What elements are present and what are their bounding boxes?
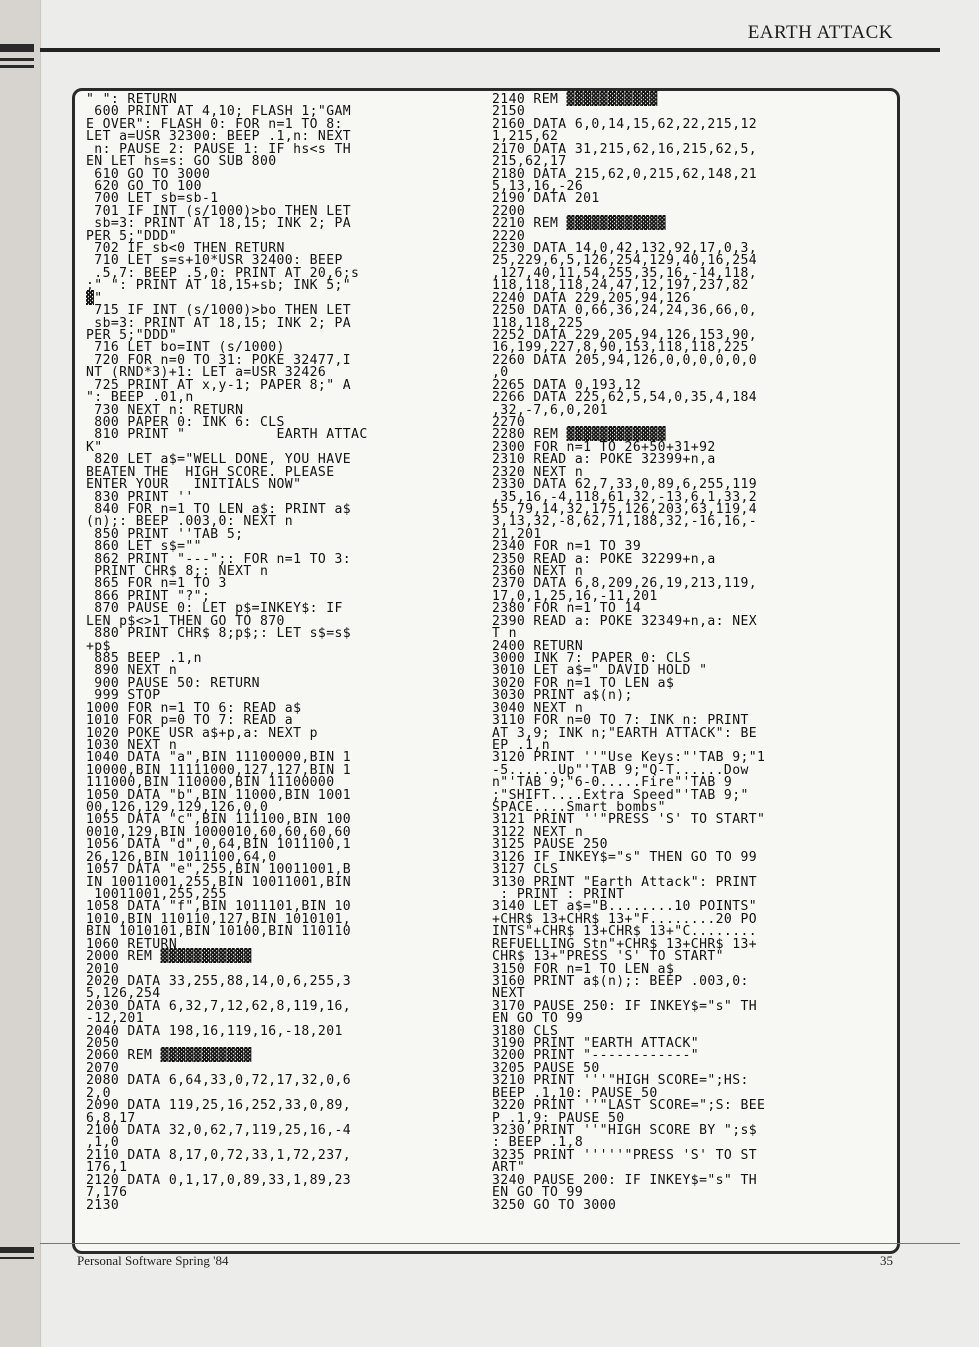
code-line: ▓": [86, 290, 103, 306]
code-line: 2030 DATA 6,32,7,12,62,8,119,16,: [86, 998, 352, 1014]
code-line: 2350 READ a: POKE 32299+n,a: [492, 551, 716, 567]
code-line: 2210 REM ▓▓▓▓▓▓▓▓▓▓▓▓: [492, 216, 666, 232]
code-line: 2020 DATA 33,255,88,14,0,6,255,3: [86, 973, 352, 989]
code-line: ART": [492, 1160, 526, 1176]
code-line: 3040 NEXT n: [492, 700, 584, 716]
code-line: 1057 DATA "e",255,BIN 10011001,B: [86, 862, 352, 878]
page-number: 35: [880, 1253, 893, 1268]
code-line: : BEEP .1,8: [492, 1135, 584, 1151]
code-line: 1,215,62: [492, 129, 559, 145]
code-line: 3170 PAUSE 250: IF INKEY$="s" TH: [492, 998, 758, 1014]
code-line: 865 FOR n=1 TO 3: [86, 576, 227, 592]
code-line: EP .1,n: [492, 737, 550, 753]
code-line: 840 FOR n=1 TO LEN a$: PRINT a$: [86, 501, 352, 517]
code-line: 2360 NEXT n: [492, 564, 584, 580]
code-line: 3122 NEXT n: [492, 824, 584, 840]
code-line: 0010,129,BIN 1000010,60,60,60,60: [86, 824, 352, 840]
code-line: 2010: [86, 961, 120, 977]
page-binding: [0, 0, 41, 1347]
code-line: 3150 FOR n=1 TO LEN a$: [492, 961, 675, 977]
code-line: AT 3,9; INK n;"EARTH ATTACK": BE: [492, 725, 758, 741]
code-line: 2100 DATA 32,0,62,7,119,25,16,-4: [86, 1123, 352, 1139]
code-line: 715 IF INT (s/1000)>bo THEN LET: [86, 303, 352, 319]
code-line: PER 5;"DDD": [86, 328, 178, 344]
code-line: 3190 PRINT "EARTH ATTACK": [492, 1036, 700, 1052]
code-line: 2140 REM ▓▓▓▓▓▓▓▓▓▓▓: [492, 92, 658, 107]
code-line: 600 PRINT AT 4,10; FLASH 1;"GAM: [86, 104, 352, 120]
code-line: 701 IF INT (s/1000)>bo THEN LET: [86, 203, 352, 219]
code-line: 2190 DATA 201: [492, 191, 600, 207]
code-line: sb=3: PRINT AT 18,15; INK 2; PA: [86, 315, 352, 331]
code-line: BEATEN THE HIGH SCORE. PLEASE: [86, 464, 335, 480]
code-line: LEN p$<>1 THEN GO TO 870: [86, 613, 285, 629]
code-line: BIN 1010101,BIN 10100,BIN 110110: [86, 924, 352, 940]
code-line: 870 PAUSE 0: LET p$=INKEY$: IF: [86, 601, 343, 617]
code-line: +p$: [86, 638, 111, 654]
code-line: .5,7: BEEP .5,0: PRINT AT 20,6;s: [86, 265, 360, 281]
code-line: 3140 LET a$="B........10 POINTS": [492, 899, 758, 915]
code-line: 2040 DATA 198,16,119,16,-18,201: [86, 1023, 343, 1039]
code-line: 866 PRINT "?";: [86, 588, 211, 604]
code-line: 2340 FOR n=1 TO 39: [492, 539, 642, 555]
code-line: IN 10011001,255,BIN 10011001,BIN: [86, 874, 352, 890]
code-line: 2265 DATA 0,193,12: [492, 377, 642, 393]
code-line: 3030 PRINT a$(n);: [492, 688, 633, 704]
code-line: ,35,16,-4,118,61,32,-13,6,1,33,2: [492, 489, 758, 505]
code-line: 3240 PAUSE 200: IF INKEY$="s" TH: [492, 1172, 758, 1188]
code-line: 2266 DATA 225,62,5,54,0,35,4,184: [492, 390, 758, 406]
listing-left-column: [86, 94, 368, 1212]
code-line: K": [86, 439, 103, 455]
code-line: 1030 NEXT n: [86, 737, 178, 753]
code-line: 850 PRINT ''TAB 5;: [86, 526, 244, 542]
code-line: 3110 FOR n=0 TO 7: INK n: PRINT: [492, 713, 749, 729]
code-line: 2390 READ a: POKE 32349+n,a: NEX: [492, 613, 758, 629]
code-line: 2000 REM ▓▓▓▓▓▓▓▓▓▓▓: [86, 949, 252, 965]
code-line: 810 PRINT " EARTH ATTAC: [86, 427, 368, 443]
code-line: sb=3: PRINT AT 18,15; INK 2; PA: [86, 216, 352, 232]
code-line: 2070: [86, 1060, 120, 1076]
code-line: 215,62,17: [492, 154, 567, 170]
code-line: 3010 LET a$=" DAVID HOLD ": [492, 663, 708, 679]
code-line: ,1,0: [86, 1135, 120, 1151]
code-line: 1020 POKE USR a$+p,a: NEXT p: [86, 725, 318, 741]
code-line: 1060 RETURN: [86, 936, 178, 952]
code-line: 710 LET s=s+10*USR 32400: BEEP: [86, 253, 343, 269]
code-line: CHR$ 13+"PRESS 'S' TO START": [492, 949, 724, 965]
code-line: PER 5;"DDD": [86, 228, 178, 244]
code-line: 2120 DATA 0,1,17,0,89,33,1,89,23: [86, 1172, 352, 1188]
code-line: NEXT: [492, 986, 526, 1002]
code-line: ,32,-7,6,0,201: [492, 402, 608, 418]
code-line: : PRINT : PRINT: [492, 887, 625, 902]
code-line: 3127 CLS: [492, 862, 559, 878]
code-line: 2220: [492, 228, 526, 244]
code-line: n: PAUSE 2: PAUSE 1: IF hs<s TH: [86, 141, 352, 157]
code-line: 55,79,14,32,175,126,203,63,119,4: [492, 501, 758, 517]
code-line: REFUELLING Stn"+CHR$ 13+CHR$ 13+: [492, 936, 758, 952]
code-line: 2380 FOR n=1 TO 14: [492, 601, 642, 617]
code-line: 1056 DATA "d",0,64,BIN 1011100,1: [86, 837, 352, 853]
code-line: 3160 PRINT a$(n);: BEEP .003,0:: [492, 973, 749, 989]
code-line: 2252 DATA 229,205,94,126,153,90,: [492, 328, 758, 344]
code-line: EN LET hs=s: GO SUB 800: [86, 154, 277, 170]
header-rule: [40, 48, 940, 52]
code-line: 25,229,6,5,126,254,129,40,16,254: [492, 253, 758, 269]
code-line: ;"SHIFT....Extra Speed"'TAB 9;": [492, 787, 749, 803]
code-line: EN GO TO 99: [492, 1011, 584, 1027]
code-line: 2,0: [86, 1085, 111, 1101]
code-line: 2130: [86, 1197, 120, 1213]
code-line: 1040 DATA "a",BIN 11100000,BIN 1: [86, 750, 352, 766]
code-line: 885 BEEP .1,n: [86, 650, 202, 666]
code-line: 3000 INK 7: PAPER 0: CLS: [492, 650, 691, 666]
code-line: LET a=USR 32300: BEEP .1,n: NEXT: [86, 129, 352, 145]
code-line: 3180 CLS: [492, 1023, 559, 1039]
code-line: 3120 PRINT ''"Use Keys:"'TAB 9;"1: [492, 750, 766, 766]
code-line: +CHR$ 13+CHR$ 13+"F........20 PO: [492, 911, 758, 927]
code-line: 620 GO TO 100: [86, 178, 202, 194]
code-line: 716 LET bo=INT (s/1000): [86, 340, 285, 356]
code-line: 2110 DATA 8,17,0,72,33,1,72,237,: [86, 1147, 352, 1163]
code-line: 862 PRINT "---";: FOR n=1 TO 3:: [86, 551, 352, 567]
code-line: EN GO TO 99: [492, 1185, 584, 1201]
code-line: 3125 PAUSE 250: [492, 837, 608, 853]
code-line: -5......Up"'TAB 9;"Q-T......Dow: [492, 762, 749, 778]
code-line: 1010 FOR p=0 TO 7: READ a: [86, 713, 294, 729]
code-line: SPACE....Smart bombs": [492, 800, 666, 816]
code-line: NT (RND*3)+1: LET a=USR 32426: [86, 365, 327, 381]
code-line: 2050: [86, 1036, 120, 1052]
code-line: 800 PAPER 0: INK 6: CLS: [86, 414, 285, 430]
code-line: 5,13,16,-26: [492, 178, 584, 194]
code-line: 3121 PRINT ''"PRESS 'S' TO START": [492, 812, 766, 828]
code-line: E OVER": FLASH 0: FOR n=1 TO 8:: [86, 116, 343, 132]
code-line: 820 LET a$="WELL DONE, YOU HAVE: [86, 452, 352, 468]
code-line: 830 PRINT '': [86, 489, 194, 505]
code-line: 3020 FOR n=1 TO LEN a$: [492, 675, 675, 691]
code-line: 10011001,255,255: [86, 887, 227, 902]
code-line: 7,176: [86, 1185, 128, 1201]
code-line: 2310 READ a: POKE 32399+n,a: [492, 452, 716, 468]
code-line: 610 GO TO 3000: [86, 166, 211, 182]
footer-rule: [40, 1243, 960, 1244]
code-line: 2250 DATA 0,66,36,24,24,36,66,0,: [492, 303, 758, 319]
code-line: 3130 PRINT "Earth Attack": PRINT: [492, 874, 758, 890]
page-title: EARTH ATTACK: [747, 22, 893, 43]
code-line: 5,126,254: [86, 986, 161, 1002]
code-line: 1050 DATA "b",BIN 11000,BIN 1001: [86, 787, 352, 803]
code-line: 3200 PRINT "------------": [492, 1048, 700, 1064]
code-line: 1055 DATA "c",BIN 111100,BIN 100: [86, 812, 352, 828]
code-line: 880 PRINT CHR$ 8;p$;: LET s$=s$: [86, 626, 352, 642]
code-line: P .1,9: PAUSE 50: [492, 1110, 625, 1126]
code-line: 2400 RETURN: [492, 638, 584, 654]
listing-right-column: [492, 94, 765, 1212]
code-line: 118,118,225: [492, 315, 584, 331]
code-line: 2170 DATA 31,215,62,16,215,62,5,: [492, 141, 758, 157]
code-line: 900 PAUSE 50: RETURN: [86, 675, 260, 691]
code-line: 176,1: [86, 1160, 128, 1176]
code-line: 2260 DATA 205,94,126,0,0,0,0,0,0: [492, 352, 758, 368]
code-line: 1010,BIN 110110,127,BIN 1010101,: [86, 911, 352, 927]
code-line: 890 NEXT n: [86, 663, 178, 679]
code-line: 2090 DATA 119,25,16,252,33,0,89,: [86, 1098, 352, 1114]
code-line: 10000,BIN 11111000,127,127,BIN 1: [86, 762, 352, 778]
code-line: 2240 DATA 229,205,94,126: [492, 290, 691, 306]
code-line: 999 STOP: [86, 688, 161, 704]
code-line: 2280 REM ▓▓▓▓▓▓▓▓▓▓▓▓: [492, 427, 666, 443]
code-line: 720 FOR n=0 TO 31: POKE 32477,I: [86, 352, 352, 368]
code-line: ": BEEP .01,n: [86, 390, 194, 406]
code-line: 2080 DATA 6,64,33,0,72,17,32,0,6: [86, 1073, 352, 1089]
code-line: 21,201: [492, 526, 542, 542]
code-line: 1058 DATA "f",BIN 1011101,BIN 10: [86, 899, 352, 915]
code-line: 16,199,227,8,90,153,118,118,225: [492, 340, 749, 356]
code-line: ,127,40,11,54,255,35,16,-14,118,: [492, 265, 758, 281]
code-line: (n);: BEEP .003,0: NEXT n: [86, 514, 294, 530]
code-line: 700 LET sb=sb-1: [86, 191, 219, 207]
code-line: 725 PRINT AT x,y-1; PAPER 8;" A: [86, 377, 352, 393]
code-line: 26,126,BIN 1011100,64,0: [86, 849, 277, 865]
code-line: 2330 DATA 62,7,33,0,89,6,255,119: [492, 477, 758, 493]
code-line: 2200: [492, 203, 526, 219]
code-line: n"'TAB 9;"6-0.....Fire"'TAB 9: [492, 775, 733, 791]
code-line: 17,0,1,25,16,-11,201: [492, 588, 658, 604]
code-line: 3,13,32,-8,62,71,188,32,-16,16,-: [492, 514, 758, 530]
code-line: " ": RETURN: [86, 92, 178, 107]
code-line: 3220 PRINT ''"LAST SCORE=";S: BEE: [492, 1098, 766, 1114]
code-line: 3210 PRINT '''"HIGH SCORE=";HS:: [492, 1073, 749, 1089]
code-line: 2230 DATA 14,0,42,132,92,17,0,3,: [492, 241, 758, 257]
code-line: ;" ": PRINT AT 18,15+sb; INK 5;": [86, 278, 352, 294]
code-line: 3230 PRINT ''"HIGH SCORE BY ";s$: [492, 1123, 758, 1139]
code-line: 2370 DATA 6,8,209,26,19,213,119,: [492, 576, 758, 592]
code-line: ENTER YOUR INITIALS NOW": [86, 477, 302, 493]
code-line: 730 NEXT n: RETURN: [86, 402, 244, 418]
code-line: 1000 FOR n=1 TO 6: READ a$: [86, 700, 302, 716]
code-line: 00,126,129,129,126,0,0: [86, 800, 269, 816]
code-line: 6,8,17: [86, 1110, 136, 1126]
code-line: 860 LET s$="": [86, 539, 202, 555]
code-line: BEEP .1,10: PAUSE 50: [492, 1085, 658, 1101]
publication-footer: Personal Software Spring '84: [77, 1253, 229, 1268]
code-line: 3235 PRINT '''''"PRESS 'S' TO ST: [492, 1147, 758, 1163]
code-line: PRINT CHR$ 8;: NEXT n: [86, 564, 269, 580]
code-line: 2270: [492, 414, 526, 430]
code-line: ,0: [492, 365, 509, 381]
code-line: 2180 DATA 215,62,0,215,62,148,21: [492, 166, 758, 182]
code-line: 118,118,118,24,47,12,197,237,82: [492, 278, 749, 294]
code-line: 2320 NEXT n: [492, 464, 584, 480]
code-line: 3205 PAUSE 50: [492, 1060, 600, 1076]
code-line: INTS"+CHR$ 13+CHR$ 13+"C........: [492, 924, 758, 940]
code-line: 2060 REM ▓▓▓▓▓▓▓▓▓▓▓: [86, 1048, 252, 1064]
code-line: 2150: [492, 104, 526, 120]
code-line: 3250 GO TO 3000: [492, 1197, 617, 1213]
code-line: 2160 DATA 6,0,14,15,62,22,215,12: [492, 116, 758, 132]
code-line: 702 IF sb<0 THEN RETURN: [86, 241, 285, 257]
code-line: 111000,BIN 110000,BIN 11100000: [86, 775, 335, 791]
code-line: 2300 FOR n=1 TO 26+50+31+92: [492, 439, 716, 455]
code-line: -12,201: [86, 1011, 144, 1027]
code-line: 3126 IF INKEY$="s" THEN GO TO 99: [492, 849, 758, 865]
code-line: T n: [492, 626, 517, 642]
